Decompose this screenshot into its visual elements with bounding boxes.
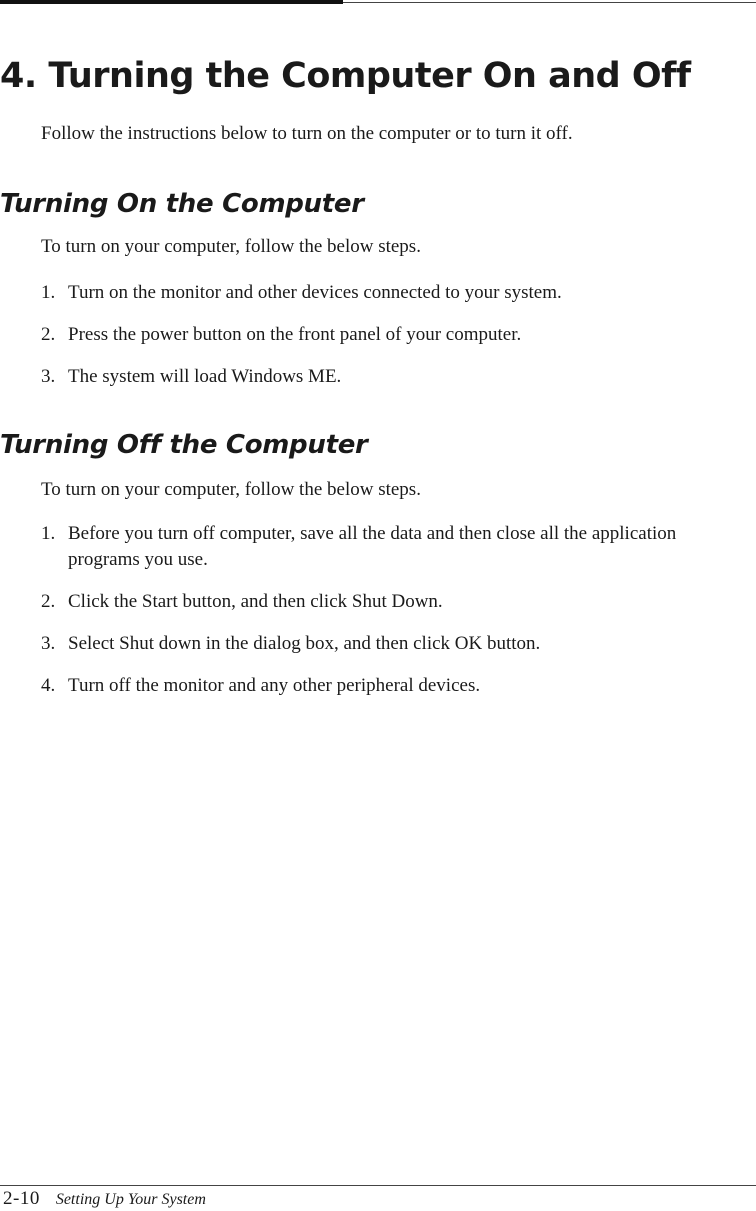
section-heading: Turning On the Computer	[0, 189, 364, 219]
running-title: Setting Up Your System	[55, 1191, 206, 1208]
step-item	[41, 322, 746, 348]
step-number: 3.	[41, 633, 56, 654]
step-list	[41, 521, 746, 715]
step-number: 2.	[41, 324, 56, 345]
step-list	[41, 280, 746, 406]
step-number: 2.	[41, 591, 56, 612]
step-text: Click the Start button, and then click Shut Down.	[68, 591, 443, 612]
step-text: Before you turn off computer, save all the data and then close all the application programs you use.	[68, 523, 677, 570]
chapter-title: 4. Turning the Computer On and Off	[0, 56, 691, 96]
page-footer	[3, 1188, 206, 1210]
step-item	[41, 280, 746, 306]
step-text: Turn off the monitor and any other peripheral devices.	[68, 675, 481, 696]
step-number: 1.	[41, 523, 56, 544]
footer-rule	[0, 1185, 756, 1186]
step-text: Turn on the monitor and other devices connected to your system.	[68, 282, 562, 303]
section-heading: Turning Off the Computer	[0, 430, 368, 460]
step-number: 4.	[41, 675, 56, 696]
step-item	[41, 589, 746, 615]
header-rule-thin	[343, 2, 756, 3]
step-text: The system will load Windows ME.	[68, 366, 342, 387]
section-lead: To turn on your computer, follow the below steps.	[41, 236, 421, 257]
step-item	[41, 673, 746, 699]
chapter-intro: Follow the instructions below to turn on the computer or to turn it off.	[41, 123, 573, 144]
header-rule-thick	[0, 0, 343, 4]
step-item	[41, 364, 746, 390]
step-number: 3.	[41, 366, 56, 387]
step-item	[41, 521, 746, 573]
step-text: Press the power button on the front panel of your computer.	[68, 324, 522, 345]
step-text: Select Shut down in the dialog box, and then click OK button.	[68, 633, 541, 654]
page-number: 2-10	[3, 1188, 40, 1209]
step-item	[41, 631, 746, 657]
step-number: 1.	[41, 282, 56, 303]
section-lead: To turn on your computer, follow the below steps.	[41, 479, 421, 500]
